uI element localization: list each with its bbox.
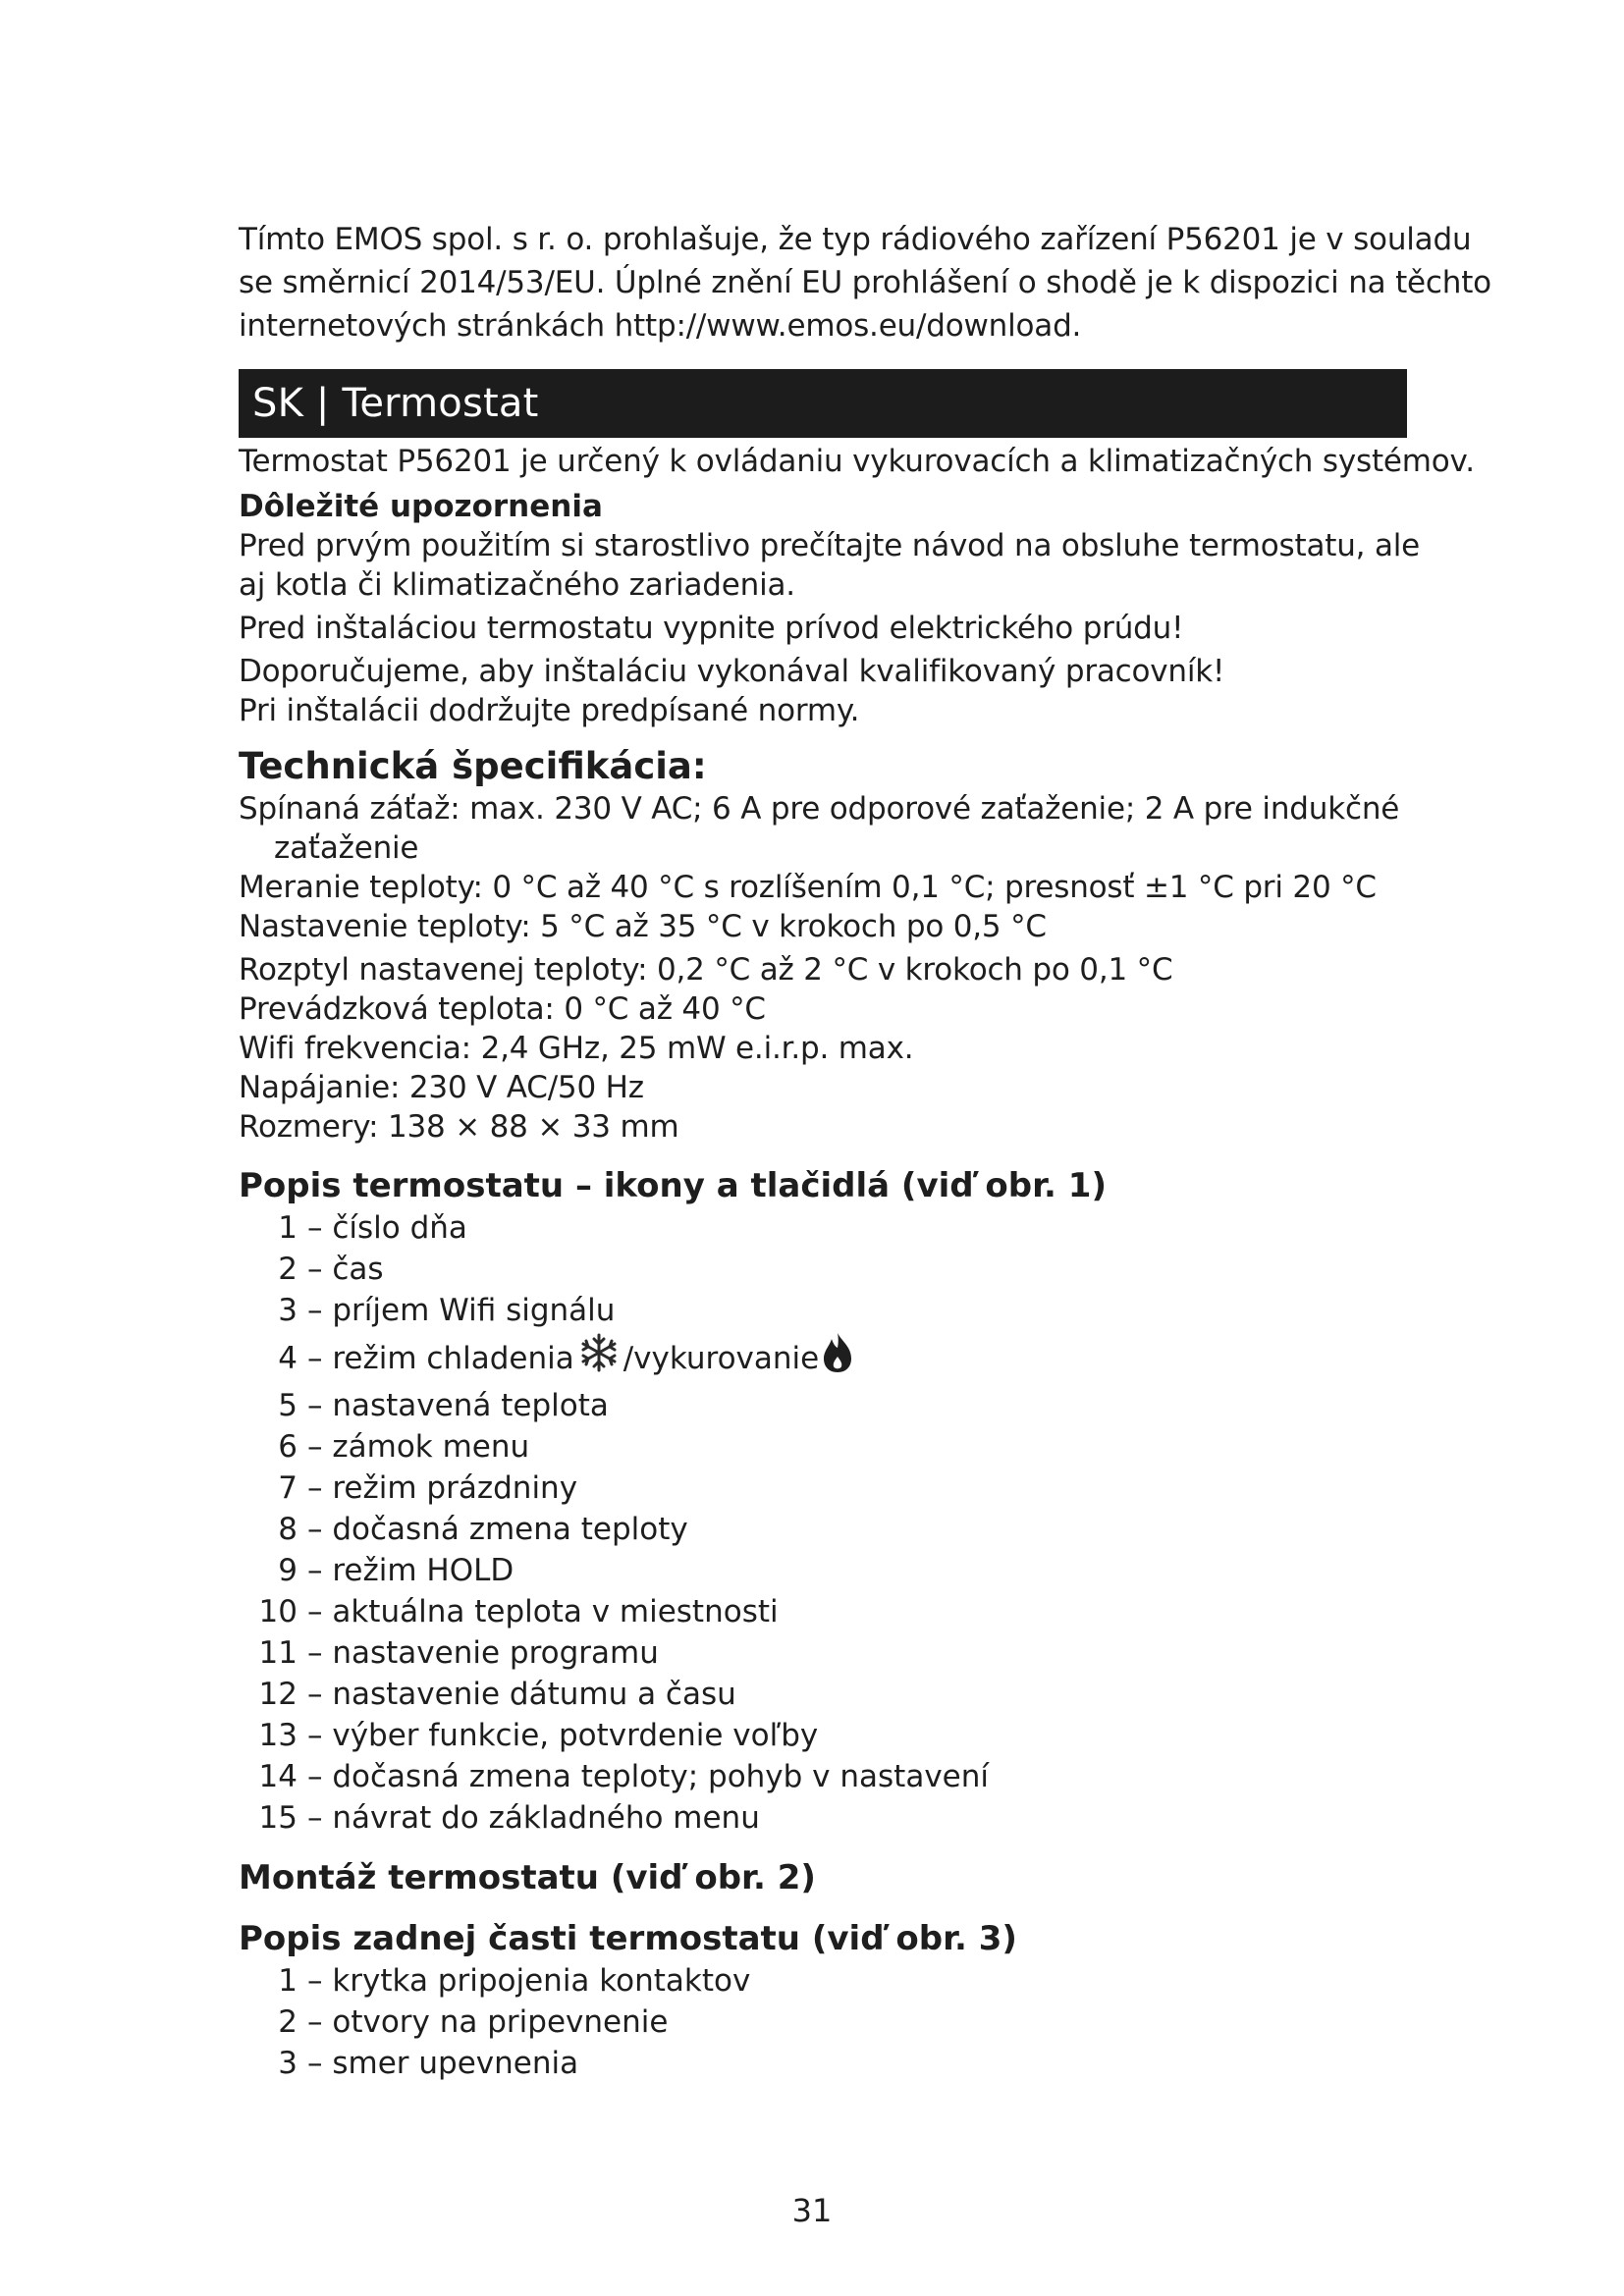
- item-text: – nastavenie dátumu a času: [307, 1677, 736, 1712]
- flame-icon: [821, 1331, 854, 1385]
- list-item: [239, 1249, 1407, 1290]
- item-number: 14: [258, 1759, 298, 1794]
- list-item: [239, 1426, 1407, 1468]
- item-text-after: /vykurovanie: [623, 1340, 820, 1376]
- item-number: 2: [278, 1252, 298, 1287]
- list-item: [239, 1290, 1407, 1331]
- item-number: 8: [278, 1512, 298, 1547]
- item-number: 15: [258, 1800, 298, 1836]
- declaration-line: internetových stránkách http://www.emos.eu/download.: [239, 308, 1082, 344]
- item-number: 5: [278, 1388, 298, 1423]
- spec-line: Nastavenie teploty: 5 °C až 35 °C v krokoch po 0,5 °C: [239, 909, 1047, 944]
- page-number: 31: [791, 2192, 833, 2229]
- specs-list: [239, 789, 1407, 1147]
- item-text: – príjem Wifi signálu: [307, 1293, 616, 1328]
- back-heading: Popis zadnej časti termostatu (viď obr. 3): [239, 1919, 1017, 1958]
- item-number: 1: [278, 1210, 298, 1246]
- spec-line: Wifi frekvencia: 2,4 GHz, 25 mW e.i.r.p. max.: [239, 1031, 914, 1066]
- list-item: [239, 1509, 1407, 1550]
- item-number: 1: [278, 1963, 298, 1999]
- document-page: [239, 218, 1491, 2084]
- item-number: 2: [278, 2004, 298, 2040]
- mounting-heading: Montáž termostatu (viď obr. 2): [239, 1858, 816, 1897]
- list-item: [239, 1797, 1407, 1839]
- item-number: 13: [258, 1718, 298, 1753]
- list-item: [239, 1960, 1407, 2002]
- list-item: [239, 1674, 1407, 1715]
- item-text: – dočasná zmena teploty; pohyb v nastavení: [307, 1759, 990, 1794]
- list-item: [239, 1550, 1407, 1591]
- section-lead: Termostat P56201 je určený k ovládaniu vykurovacích a klimatizačných systémov.: [239, 444, 1475, 479]
- list-item: [239, 1756, 1407, 1797]
- list-item: [239, 2043, 1407, 2084]
- specs-heading: Technická špecifikácia:: [239, 745, 707, 787]
- icons-list: [239, 1207, 1407, 1839]
- warnings-list: [239, 526, 1421, 730]
- warning-line: Pred prvým použitím si starostlivo prečítajte návod na obsluhe termostatu, ale: [239, 528, 1421, 563]
- item-text: – nastavená teplota: [307, 1388, 609, 1423]
- item-number: 10: [258, 1594, 298, 1629]
- list-item: [239, 1591, 1407, 1632]
- item-text: – krytka pripojenia kontaktov: [307, 1963, 751, 1999]
- item-text: – smer upevnenia: [307, 2046, 579, 2081]
- list-item: [239, 1385, 1407, 1426]
- item-number: 11: [258, 1635, 298, 1671]
- spec-line: Spínaná záťaž: max. 230 V AC; 6 A pre odporové zaťaženie; 2 A pre indukčné: [239, 791, 1400, 827]
- warning-line: Pri inštalácii dodržujte predpísané normy.: [239, 693, 860, 728]
- list-item: [239, 1468, 1407, 1509]
- item-number: 12: [258, 1677, 298, 1712]
- item-number: 3: [278, 1293, 298, 1328]
- section-title-bar: SK | Termostat: [239, 369, 1407, 438]
- item-text: – číslo dňa: [307, 1210, 467, 1246]
- list-item: [239, 1715, 1407, 1756]
- declaration-line: se směrnicí 2014/53/EU. Úplné znění EU prohlášení o shodě je k dispozici na těchto: [239, 265, 1491, 300]
- list-item: [239, 2002, 1407, 2043]
- spec-line: Rozmery: 138 × 88 × 33 mm: [239, 1109, 679, 1145]
- declaration-line: Tímto EMOS spol. s r. o. prohlašuje, že typ rádiového zařízení P56201 je v souladu: [239, 222, 1472, 257]
- item-text: – režim prázdniny: [307, 1470, 578, 1506]
- snowflake-icon: [576, 1331, 622, 1385]
- item-number: 3: [278, 2046, 298, 2081]
- item-text: – režim HOLD: [307, 1553, 514, 1588]
- list-item: [239, 1207, 1407, 1249]
- item-text: – návrat do základného menu: [307, 1800, 760, 1836]
- item-number: 7: [278, 1470, 298, 1506]
- item-number: 6: [278, 1429, 298, 1465]
- warning-line: aj kotla či klimatizačného zariadenia.: [239, 567, 795, 603]
- item-text: – aktuálna teplota v miestnosti: [307, 1594, 779, 1629]
- item-text: – čas: [307, 1252, 384, 1287]
- item-text: – režim chladenia: [307, 1340, 574, 1376]
- list-item: [239, 1632, 1407, 1674]
- item-number: 4: [278, 1340, 298, 1376]
- icons-heading: Popis termostatu – ikony a tlačidlá (viď obr. 1): [239, 1166, 1107, 1205]
- warning-line: Pred inštaláciou termostatu vypnite prívod elektrického prúdu!: [239, 611, 1184, 646]
- declaration-paragraph: [239, 218, 1491, 347]
- item-number: 9: [278, 1553, 298, 1588]
- item-text: – nastavenie programu: [307, 1635, 659, 1671]
- spec-line: Rozptyl nastavenej teploty: 0,2 °C až 2 °C v krokoch po 0,1 °C: [239, 952, 1173, 988]
- warnings-heading: Dôležité upozornenia: [239, 489, 603, 524]
- list-item: [239, 1331, 1407, 1385]
- spec-line: Prevádzková teplota: 0 °C až 40 °C: [239, 991, 766, 1027]
- back-list: [239, 1960, 1407, 2084]
- item-text: – dočasná zmena teploty: [307, 1512, 688, 1547]
- spec-line: Napájanie: 230 V AC/50 Hz: [239, 1070, 644, 1105]
- item-text: – zámok menu: [307, 1429, 530, 1465]
- spec-line: Meranie teploty: 0 °C až 40 °C s rozlíšením 0,1 °C; presnosť ±1 °C pri 20 °C: [239, 870, 1377, 905]
- item-text: – výber funkcie, potvrdenie voľby: [307, 1718, 819, 1753]
- warning-line: Doporučujeme, aby inštaláciu vykonával kvalifikovaný pracovník!: [239, 654, 1225, 689]
- spec-line-continuation: zaťaženie: [274, 830, 419, 866]
- item-text: – otvory na pripevnenie: [307, 2004, 669, 2040]
